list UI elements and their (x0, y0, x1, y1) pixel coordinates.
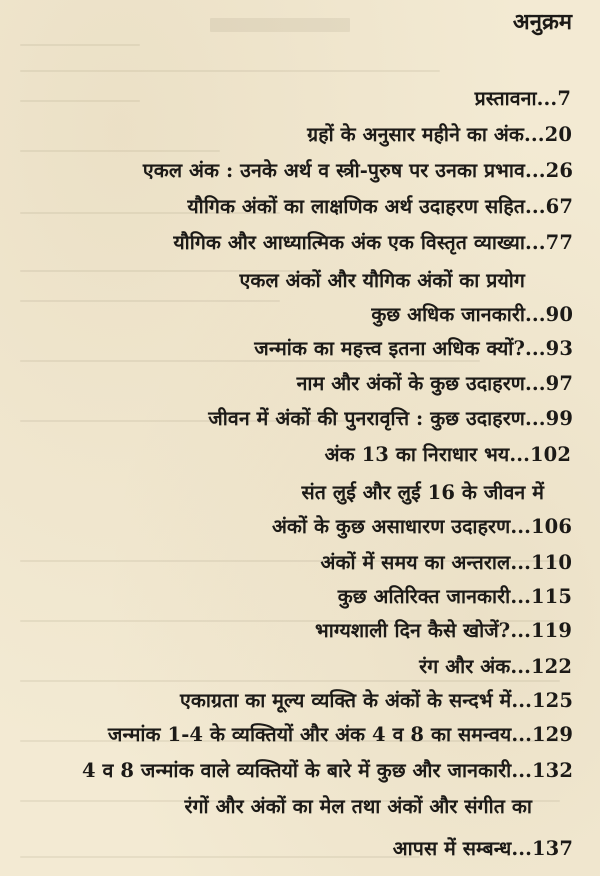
toc-entry[interactable] (315, 616, 572, 646)
toc-entry[interactable] (254, 334, 573, 364)
entry-page-number: 26 (545, 159, 573, 182)
entry-page-number: 119 (530, 619, 572, 642)
entry-separator: ... (536, 87, 558, 110)
entry-separator: ... (511, 759, 532, 782)
entry-page-number: 102 (529, 443, 571, 466)
entry-page-number: 90 (545, 303, 573, 326)
entry-title: प्रस्तावना (474, 87, 537, 110)
toc-entry[interactable] (325, 440, 571, 470)
entry-page-number: 77 (545, 231, 573, 254)
toc-entry-line-1[interactable] (302, 478, 545, 508)
entry-title: रंगों और अंकों का मेल तथा अंकों और संगीत का (184, 795, 532, 818)
toc-entry[interactable] (321, 548, 572, 578)
entry-title-continued: कुछ अधिक जानकारी (371, 303, 525, 326)
entry-separator: ... (511, 723, 532, 746)
toc-entry[interactable] (108, 720, 573, 750)
entry-separator: ... (510, 551, 531, 574)
entry-page-number: 132 (531, 759, 573, 782)
entry-page-number: 137 (531, 837, 573, 860)
toc-entry-line-1[interactable] (239, 266, 525, 296)
entry-separator: ... (511, 689, 532, 712)
toc-entry[interactable] (180, 686, 573, 716)
toc-entry[interactable] (338, 582, 572, 612)
entry-page-number: 106 (530, 515, 572, 538)
entry-title: रंग और अंक (419, 655, 511, 678)
entry-title-continued: अंकों के कुछ असाधारण उदाहरण (271, 515, 511, 538)
toc-heading: अनुक्रम (512, 9, 572, 35)
toc-entry-line-1[interactable] (185, 792, 533, 822)
entry-title: कुछ अतिरिक्त जानकारी (337, 585, 511, 608)
entry-title: एकल अंक : उनके अर्थ व स्त्री-पुरुष पर उनका प्रभाव (142, 159, 525, 182)
entry-separator: ... (509, 443, 530, 466)
entry-title: संत लुई और लुई 16 के जीवन में (301, 481, 544, 504)
entry-separator: ... (524, 372, 546, 395)
entry-title: ग्रहों के अनुसार महीने का अंक (307, 123, 524, 146)
entry-separator: ... (511, 837, 532, 860)
entry-title: नाम और अंकों के कुछ उदाहरण (296, 372, 525, 395)
entry-title: यौगिक अंकों का लाक्षणिक अर्थ उदाहरण सहित (187, 195, 525, 218)
entry-title: अंक 13 का निराधार भय (324, 443, 510, 466)
entry-title: भाग्यशाली दिन कैसे खोजें? (315, 619, 511, 642)
entry-page-number: 129 (531, 723, 573, 746)
toc-entry-line-2[interactable] (272, 512, 572, 542)
entry-title: 4 व 8 जन्मांक वाले व्यक्तियों के बारे में कुछ और जानकारी (81, 759, 512, 782)
entry-title: एकाग्रता का मूल्य व्यक्ति के अंकों के सन्दर्भ में (180, 689, 512, 712)
entry-separator: ... (510, 619, 531, 642)
entry-separator: ... (524, 195, 546, 218)
entry-page-number: 67 (545, 195, 573, 218)
entry-separator: ... (524, 231, 546, 254)
toc-entry-line-2[interactable] (371, 300, 573, 330)
entry-separator: ... (510, 515, 531, 538)
toc-entry-line-2[interactable] (393, 834, 573, 864)
toc-entry[interactable] (143, 156, 573, 186)
entry-separator: ... (524, 407, 546, 430)
entry-title: यौगिक और आध्यात्मिक अंक एक विस्तृत व्याख्या (173, 231, 525, 254)
entry-page-number: 115 (530, 585, 572, 608)
entry-separator: ... (524, 337, 546, 360)
entry-separator: ... (523, 123, 545, 146)
toc-entry[interactable] (297, 369, 573, 399)
entry-page-number: 97 (545, 372, 573, 395)
entry-separator: ... (524, 303, 546, 326)
entry-page-number: 122 (530, 655, 572, 678)
entry-separator: ... (510, 585, 531, 608)
entry-page-number: 7 (557, 87, 571, 110)
entry-title-continued: आपस में सम्बन्ध (392, 837, 512, 860)
entry-separator: ... (524, 159, 546, 182)
toc-entry[interactable] (475, 84, 571, 114)
toc-entry[interactable] (307, 120, 572, 150)
entry-page-number: 99 (545, 407, 573, 430)
entry-page-number: 93 (545, 337, 573, 360)
entry-title: जन्मांक 1-4 के व्यक्तियों और अंक 4 व 8 का समन्वय (107, 723, 512, 746)
entry-separator: ... (510, 655, 531, 678)
toc-entry[interactable] (82, 756, 573, 786)
toc-entry[interactable] (173, 228, 573, 258)
entry-page-number: 110 (530, 551, 572, 574)
entry-title: एकल अंकों और यौगिक अंकों का प्रयोग (239, 269, 525, 292)
entry-title: अंकों में समय का अन्तराल (320, 551, 511, 574)
toc-entry[interactable] (187, 192, 573, 222)
entry-page-number: 125 (531, 689, 573, 712)
toc-entry[interactable] (419, 652, 572, 682)
entry-page-number: 20 (544, 123, 572, 146)
entry-title: जन्मांक का महत्त्व इतना अधिक क्यों? (254, 337, 525, 360)
toc-entry[interactable] (208, 404, 573, 434)
entry-title: जीवन में अंकों की पुनरावृत्ति : कुछ उदाहरण (208, 407, 525, 430)
